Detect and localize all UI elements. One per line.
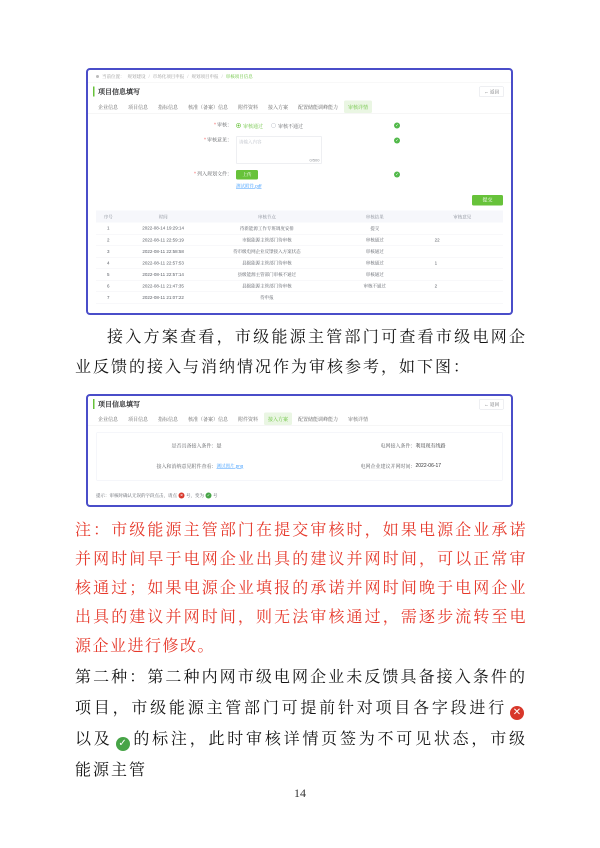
field-row	[300, 462, 499, 470]
table-cell: 2022-08-11 22:59:19	[120, 234, 205, 246]
review-hint	[96, 492, 511, 499]
field-label: 电网企业建议并网时间：	[360, 464, 416, 470]
plan-file-label: *列入规划文件：	[194, 171, 232, 177]
table-header-cell: 审核结果	[328, 211, 422, 223]
field-label: 接入和消纳意见附件查看：	[156, 464, 217, 470]
tab-item[interactable]: 审核详情	[344, 101, 372, 114]
table-cell: 2022-08-11 22:58:58	[120, 246, 205, 258]
table-row[interactable]	[96, 257, 503, 269]
tab-item[interactable]: 接入方案	[268, 105, 288, 111]
table-cell: 2022-08-11 21:47:35	[120, 280, 205, 292]
tab-item[interactable]: 企业信息	[98, 105, 118, 111]
attachment-link[interactable]: 测试附件.pdf	[236, 183, 262, 189]
table-cell: 6	[96, 280, 120, 292]
paragraph-text: 的标注，此时审核详情页签为不可见状态，市级能源主管	[75, 731, 527, 779]
required-mark: *	[204, 137, 206, 143]
check-circle-icon: ✓	[116, 737, 130, 751]
tab-item[interactable]: 项目信息	[128, 105, 148, 111]
tab-item[interactable]: 配置储能调峰能力	[298, 417, 338, 423]
table-cell: 待市级电网企业反馈接入方案状态	[206, 246, 328, 258]
tab-item[interactable]: 指标信息	[158, 105, 178, 111]
tab-item[interactable]: 核准（备案）信息	[188, 105, 228, 111]
table-cell: 审核通过	[328, 257, 422, 269]
radio-reject-label: 审核不通过	[278, 123, 303, 130]
table-row[interactable]	[96, 280, 503, 292]
table-cell: 2022-08-11 21:07:22	[120, 292, 205, 304]
review-opinion-textarea[interactable]	[236, 136, 322, 164]
upload-button[interactable]: 上传	[236, 170, 258, 180]
back-button[interactable]: ← 返回	[479, 86, 504, 97]
hint-text: 号，变为	[186, 493, 205, 498]
table-row[interactable]	[96, 246, 503, 258]
radio-icon	[236, 123, 241, 128]
hint-text: 提示：审核时确认无误的字段点击，请点	[96, 493, 178, 498]
table-cell: 市级能源主管部门待审核	[206, 234, 328, 246]
table-cell	[328, 292, 422, 304]
paragraph-text: 第二种：第二种内网市级电网企业未反馈具备接入条件的项目，市级能源主管部门可提前针对项目各字段进行	[75, 669, 527, 717]
field-row	[300, 442, 499, 450]
check-circle-icon: ✓	[206, 492, 211, 498]
page-title: 项目信息填写	[93, 399, 140, 409]
table-cell: 2022-08-11 22:57:53	[120, 257, 205, 269]
attachment-link[interactable]: 测试图片.png	[216, 463, 244, 469]
review-result-label: *审核：	[214, 122, 232, 128]
table-cell: 3	[96, 246, 120, 258]
table-row[interactable]	[96, 234, 503, 246]
table-header-row	[96, 211, 503, 223]
table-cell: 22	[422, 234, 503, 246]
breadcrumb-prefix: 当前位置：	[102, 74, 125, 79]
table-header-cell: 审核节点	[206, 211, 328, 223]
table-cell: 县级能源主管部门待审核	[206, 280, 328, 292]
page-title: 项目信息填写	[93, 87, 140, 97]
breadcrumb-item-current: 审核项目信息	[225, 74, 253, 79]
table-cell: 待新能源工作专班调度安排	[206, 223, 328, 235]
field-label: 电网接入条件：	[380, 443, 416, 449]
table-header-cell: 时间	[120, 211, 205, 223]
paragraph-access-plan: 接入方案查看，市级能源主管部门可查看市级电网企业反馈的接入与消纳情况作为审核参考，如下图：	[75, 329, 527, 376]
field-label: 是否具备接入条件：	[171, 443, 217, 449]
textarea-placeholder: 请输入内容	[239, 139, 262, 145]
required-mark: *	[214, 122, 216, 128]
field-row	[101, 462, 300, 470]
tab-item[interactable]: 企业信息	[98, 417, 118, 423]
tab-bar	[88, 100, 511, 114]
review-history-table	[96, 211, 503, 304]
review-opinion-label: *审核意见：	[204, 137, 232, 143]
table-cell: 2022-08-11 22:57:14	[120, 269, 205, 281]
table-cell: 1	[96, 223, 120, 235]
location-icon	[96, 75, 99, 78]
table-row[interactable]	[96, 269, 503, 281]
table-cell: 提交	[328, 223, 422, 235]
radio-reject[interactable]	[271, 122, 303, 130]
table-cell: 2	[96, 234, 120, 246]
table-cell: 2	[422, 280, 503, 292]
tab-bar	[88, 412, 511, 426]
radio-icon	[271, 123, 276, 128]
check-circle-icon[interactable]: ✓	[395, 138, 399, 143]
table-cell: 审核通过	[328, 246, 422, 258]
page-number: 14	[294, 786, 306, 800]
table-cell	[422, 292, 503, 304]
table-row[interactable]	[96, 292, 503, 304]
field-value: 是	[216, 443, 222, 449]
paragraph-note-red: 注：市级能源主管部门在提交审核时，如果电源企业承诺并网时间早于电网企业出具的建议并网时间，可以正常审核通过；如果电源企业填报的承诺并网时间晚于电网企业出具的建议并网时间，则无法审核通过，需逐步流转至电源企业进行修改。	[75, 522, 527, 655]
tab-item[interactable]: 项目信息	[128, 417, 148, 423]
table-header-cell: 审核意见	[422, 211, 503, 223]
submit-button[interactable]: 提交	[472, 195, 503, 206]
tab-item[interactable]: 附件资料	[238, 417, 258, 423]
table-cell: 2022-08-14 19:29:14	[120, 223, 205, 235]
tab-item[interactable]: 审核详情	[348, 417, 368, 423]
paragraph-text: 以及	[75, 731, 113, 748]
table-header-cell: 序号	[96, 211, 120, 223]
table-cell: 1	[422, 257, 503, 269]
table-cell	[422, 269, 503, 281]
table-cell: 4	[96, 257, 120, 269]
breadcrumb	[88, 70, 511, 83]
breadcrumb-separator: /	[148, 73, 150, 79]
review-result-row	[88, 121, 511, 130]
field-value: 2022-06-17	[415, 463, 442, 469]
required-mark: *	[194, 171, 196, 177]
table-cell: 7	[96, 292, 120, 304]
screenshot-review-detail	[86, 68, 513, 315]
table-cell: 待申报	[206, 292, 328, 304]
table-cell	[422, 223, 503, 235]
field-row	[101, 442, 300, 450]
check-circle-icon[interactable]: ✓	[395, 123, 399, 128]
table-cell: 县级能源主管部门待审核	[206, 257, 328, 269]
check-circle-icon[interactable]: ✓	[395, 172, 399, 177]
table-cell: 审核通过	[328, 234, 422, 246]
breadcrumb-item[interactable]: 规划建设	[127, 74, 146, 79]
breadcrumb-separator: /	[187, 73, 189, 79]
review-opinion-row	[88, 136, 511, 164]
tab-item[interactable]: 配置储能调峰能力	[298, 105, 338, 111]
hint-text: 号	[213, 493, 218, 498]
table-cell: 县级能源主管部门审核不通过	[206, 269, 328, 281]
table-cell	[422, 246, 503, 258]
breadcrumb-item[interactable]: 市场化项目申报	[152, 74, 185, 79]
radio-pass[interactable]	[236, 122, 263, 130]
plan-file-row	[88, 170, 511, 189]
breadcrumb-item[interactable]: 规划项目申报	[191, 74, 219, 79]
paragraph-second-type	[75, 662, 527, 786]
table-row[interactable]	[96, 223, 503, 235]
char-counter: 0/500	[309, 158, 320, 163]
tab-item[interactable]: 核准（备案）信息	[188, 417, 228, 423]
tab-item[interactable]: 附件资料	[238, 105, 258, 111]
tab-item[interactable]: 指标信息	[158, 417, 178, 423]
table-cell: 审核不通过	[328, 280, 422, 292]
back-button[interactable]: ← 返回	[479, 399, 504, 410]
radio-pass-label: 审核通过	[243, 123, 263, 130]
breadcrumb-separator: /	[221, 73, 223, 79]
cross-circle-icon: ✕	[179, 492, 184, 498]
screenshot-access-plan	[86, 394, 513, 507]
table-cell: 审核通过	[328, 269, 422, 281]
access-plan-panel	[96, 432, 503, 481]
field-value: 利用现有线路	[415, 443, 446, 449]
table-cell: 5	[96, 269, 120, 281]
tab-item[interactable]: 接入方案	[264, 413, 292, 426]
cross-circle-icon: ✕	[510, 706, 524, 720]
